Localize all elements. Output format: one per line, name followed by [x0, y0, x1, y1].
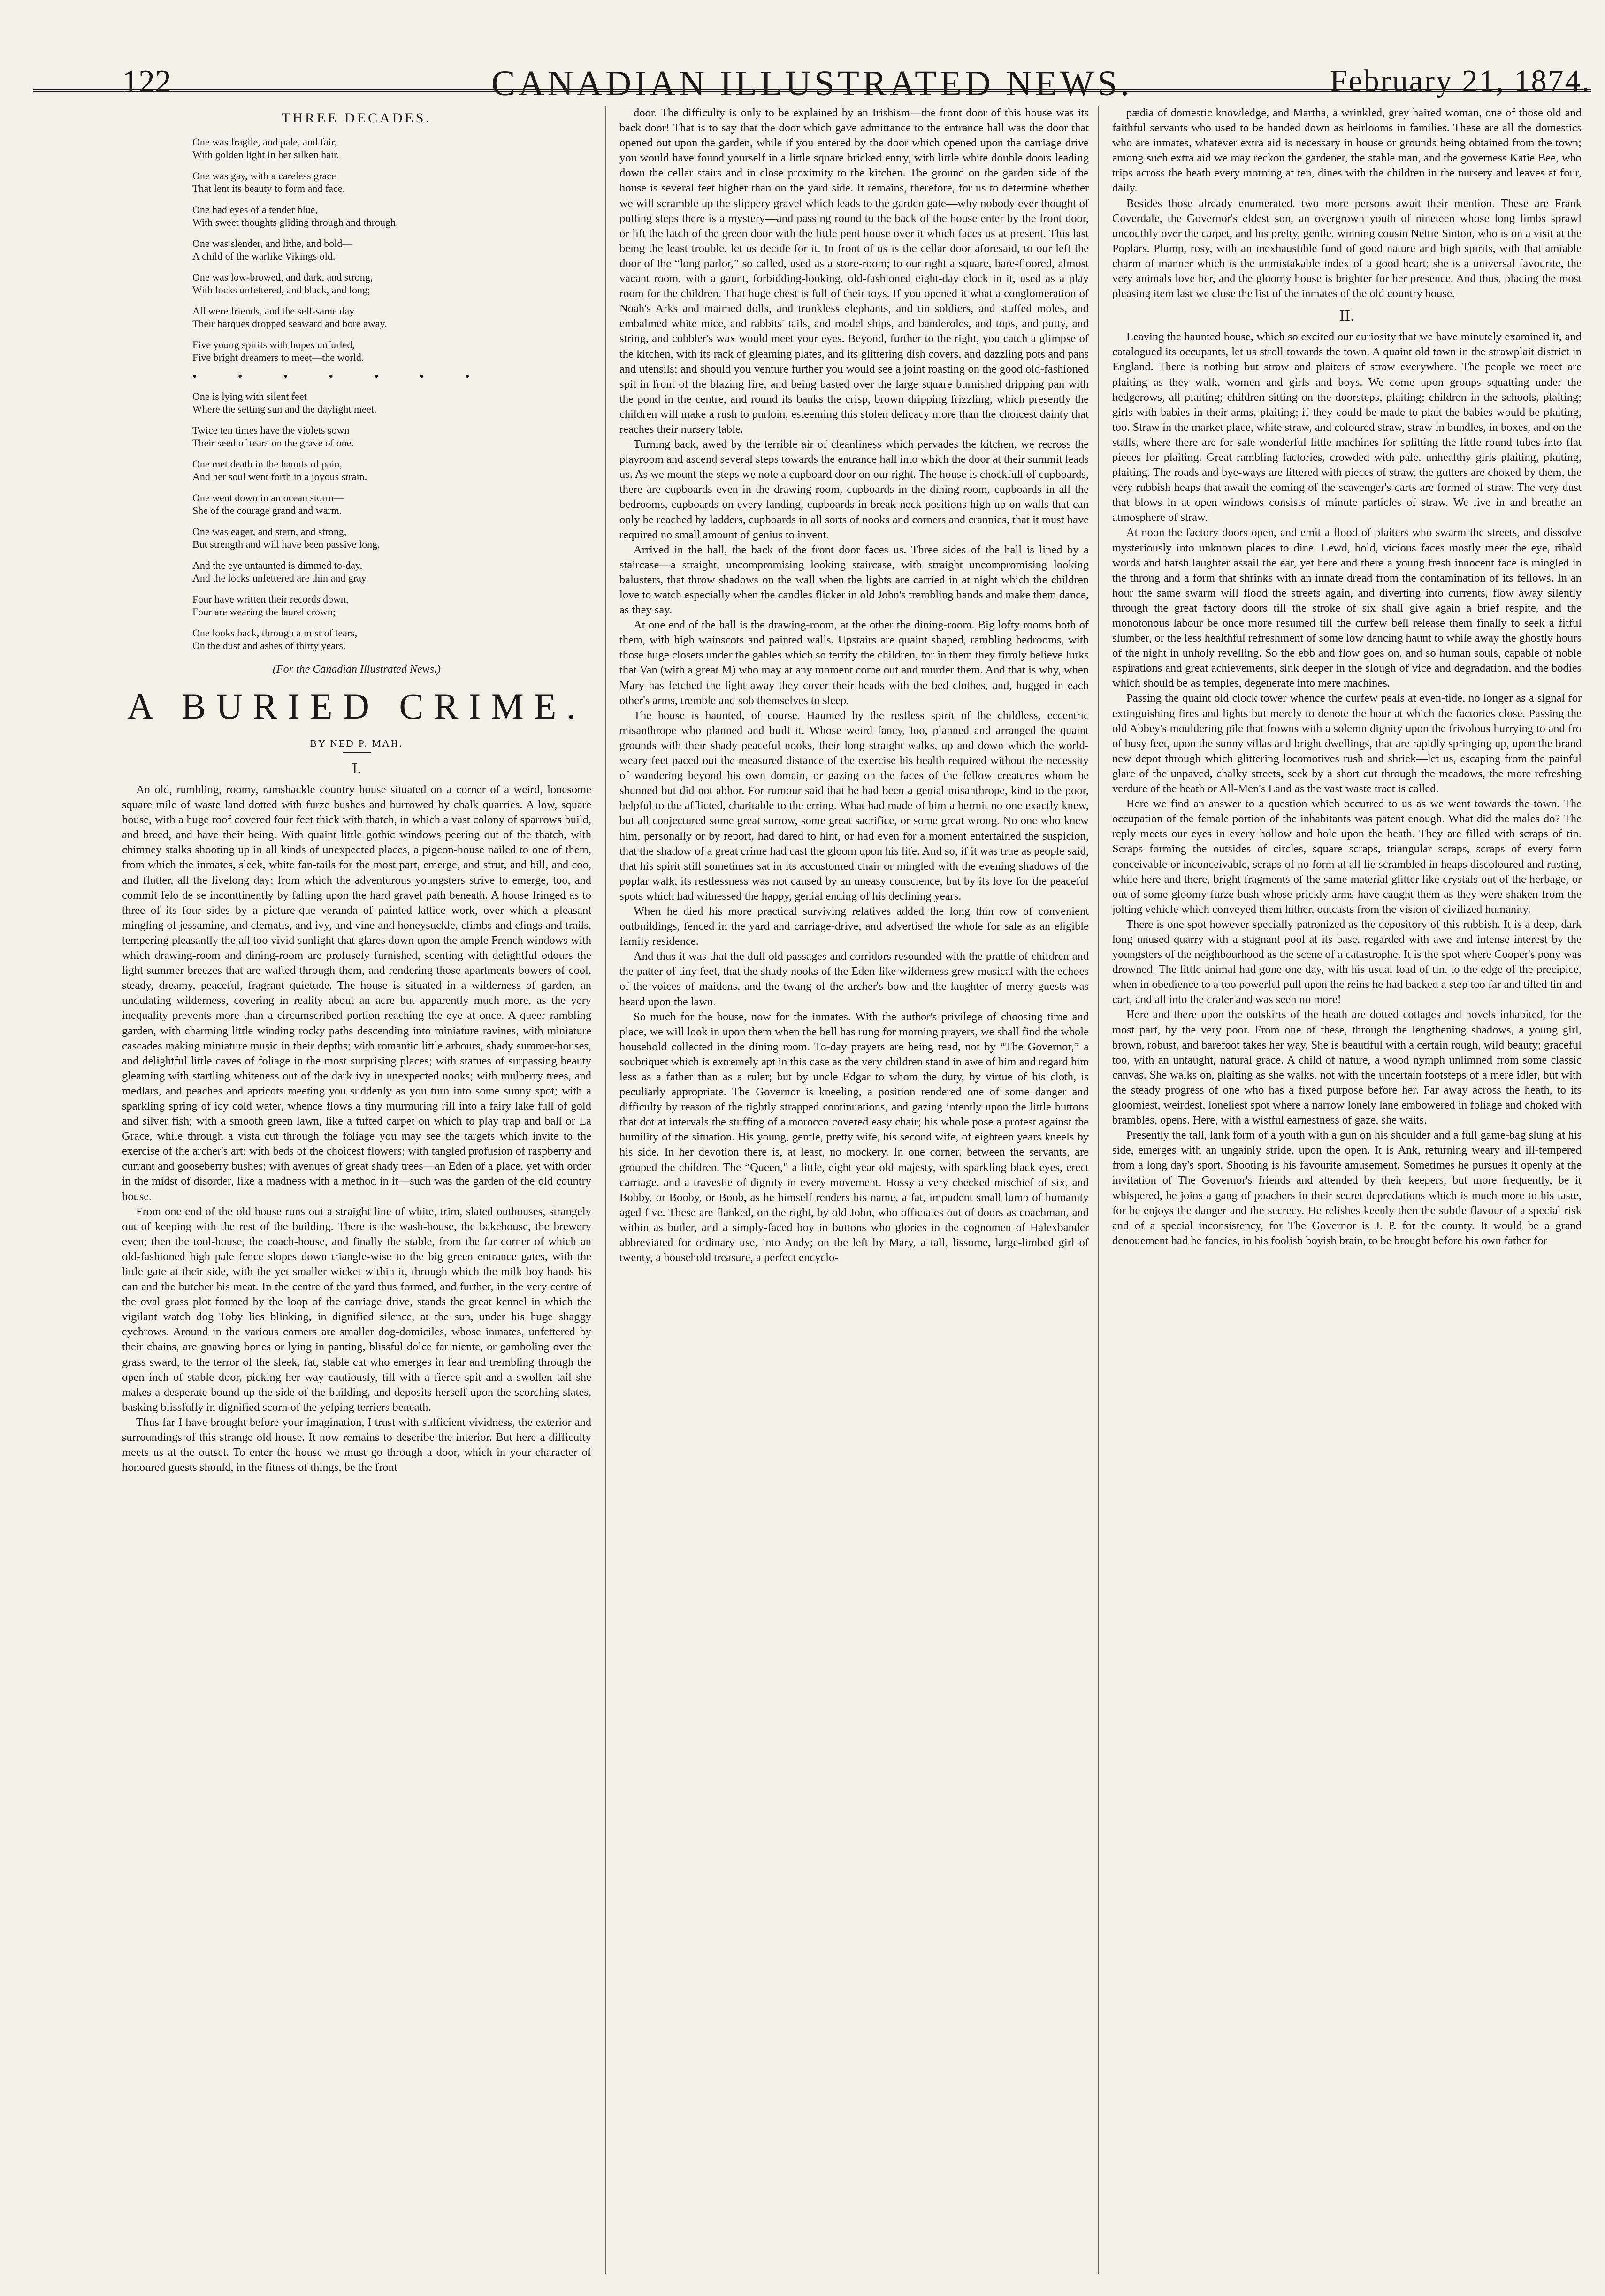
poem-line: But strength and will have been passive long. [192, 538, 380, 550]
story-text [1112, 106, 1582, 301]
poem-stanza [192, 169, 591, 195]
poem-stanza [192, 491, 591, 517]
poem-line: A child of the warlike Vikings old. [192, 250, 336, 262]
masthead [33, 19, 1591, 103]
poem-line: One looks back, through a mist of tears, [192, 627, 358, 639]
poem-stanza [192, 458, 591, 483]
paragraph: When he died his more practical surviving relatives added the long thin row of convenient outbuildings, fenced in the yard and carriage-drive, and advertised the whole for sale as an eligible family residence. [619, 904, 1089, 948]
poem-line: Where the setting sun and the daylight meet. [192, 403, 377, 415]
poem-line: Five young spirits with hopes unfurled, [192, 339, 355, 351]
poem-line: Four are wearing the laurel crown; [192, 606, 336, 618]
poem-stanza [192, 627, 591, 652]
poem-line: Their barques dropped seaward and bore away. [192, 318, 387, 329]
paragraph: Presently the tall, lank form of a youth with a gun on his shoulder and a full game-bag slung at his side, emerges with an ungainly stride, upon the open. It is Ank, returning weary and ill-tempered from a long day's sport. Shooting is his favourite amusement. Sometimes he pursues it openly at the invitation of The Governor's friends and attended by their keepers, but more frequently, be it whispered, he joins a gang of poachers in their secret depredations which is much more to his taste, for he enjoys the danger and the secrecy. He relishes keenly then the subtle flavour of a special risk and of a special inconsistency, for The Governor is J. P. for the county. It would be a grand denouement had he fancies, in his foolish boyish brain, to be brought before his own father for [1112, 1129, 1582, 1247]
poem-line: And the eye untaunted is dimmed to-day, [192, 559, 363, 571]
paragraph: door. The difficulty is only to be explained by an Irishism—the front door of this house was its back door! That is to say that the door which gave admittance to the entrance hall was the door that opened out upon the garden, while if you entered by the door which opened upon the carriage drive you would have found yourself in a little square bricked entry, with little white double doors leading down the cellar stairs and in close proximity to the kitchen. The ground on the garden side of the house is several feet higher than on the yard side. It remains, therefore, for us to determine whether we will scramble up the slippery gravel which leads to the garden gate—why nobody ever thought of putting steps there is a mystery—and passing round to the back of the house enter by the front door, or lift the latch of the green door with the little pent house over it which faces us at present. This last being the least trouble, let us decide for it. In front of us is the cellar door aforesaid, to our left the door of the “long parlor,” so called, used as a store-room; to our right a square, bare-floored, almost vacant room, with a gaunt, forbidding-looking, old-fashioned eight-day clock in it, used as a play room for the children. That huge chest is full of their toys. If you opened it what a conglomeration of Noah's Arks and maimed dolls, and trunkless elephants, and tin soldiers, and stuffed moles, and embalmed white mice, and rabbits' tails, and model ships, and banderoles, and tops, and putty, and string, and cobbler's wax would meet your eyes. Beyond, further to the right, you catch a glimpse of the kitchen, with its rack of gleaming plates, and its glittering dish covers, and dazzling pots and pans and utensils; and should you venture further you would see a joint roasting on the good old-fashioned spit in front of the blazing fire, and being basted over the large square burnished dripping pan with the pond in the centre, and round its banks the crisp, brown dripping frizzling, which presently the children will make a rush to purloin, esteeming this stolen delicacy more than the choicest dainty that reaches their nursery table. [619, 107, 1089, 436]
poem-line: Five bright dreamers to meet—the world. [192, 352, 364, 363]
paragraph: Here and there upon the outskirts of the heath are dotted cottages and hovels inhabited, for the most part, by the very poor. From one of these, through the lengthening shadows, a young girl, brown, robust, and barefoot takes her way. She is beautiful with a certain rough, wild beauty; graceful too, with an untaught, natural grace. A child of nature, a wood nymph unlimned from some classic canvas. She walks on, plaiting as she walks, not with the uncertain footsteps of a mere idler, but with the steady progress of one who has a fixed purpose before her. Far away across the heath, to its gloomiest, weirdest, loneliest spot where a narrow lonely lane embowered in foliage and choked with brambles, opens. Here, with a wistful earnestness of gaze, she waits. [1112, 1008, 1582, 1127]
paragraph: There is one spot however specially patronized as the depository of this rubbish. It is a deep, dark long unused quarry with a stagnant pool at its base, regarded with awe and intense interest by the youngsters of the neighbourhood as the scene of a catastrophe. It is the spot where Cooper's pony was drowned. The little animal had gone one day, with his usual load of tin, to the edge of the precipice, when in obedience to a too powerful pull upon the reins he had backed a step too far and tilted tin and cart, and all into the crater and was seen no more! [1112, 918, 1582, 1006]
section-rule [343, 752, 371, 753]
poem-line: On the dust and ashes of thirty years. [192, 640, 346, 651]
paragraph: Passing the quaint old clock tower whence the curfew peals at even-tide, no longer as a signal for extinguishing fires and lights but merely to denote the hour at which the factories close. Passing the old Abbey's mouldering pile that frowns with a solemn dignity upon the frivolous hurrying to and fro of busy feet, upon the sunny villas and bright dwellings, that are rapidly springing up, upon the brand new depot through which glittering locomotives rush and shriek—let us, escaping from the painful glare of the unpaved, chalky streets, seek by a short cut through the meadows, the more refreshing verdure of the heath or All-Men's Land as the vast waste tract is called. [1112, 692, 1582, 796]
poem-stanza [192, 237, 591, 262]
poem-stanza [192, 305, 591, 330]
poem-line: One was low-browed, and dark, and strong, [192, 271, 373, 283]
paragraph: From one end of the old house runs out a straight line of white, trim, slated outhouses, strangely out of keeping with the rest of the building. There is the wash-house, the bakehouse, the brewery even; then the tool-house, the coach-house, and finally the stable, from the far corner of which an old-fashioned high pale fence slopes down triangle-wise to the big green entrance gates, with the little gate at their side, with the yet smaller wicket within it, through which the milk boy hands his can and the butcher his meat. In the centre of the yard thus formed, and further, in the very centre of the oval grass plot formed by the loop of the carriage drive, stands the great kennel in which the vigilant watch dog Toby lies blinking, in dignified silence, at the sun, under his huge shaggy eyebrows. Around in the various corners are smaller dog-domiciles, whose inmates, unfettered by their chains, are gnawing bones or lying in panting, blissful dolce far niente, or gamboling over the grass sward, to the terror of the sleek, fat, stable cat who emerges in fear and trembling through the open inch of stable door, picking her way cautiously, till with a fierce spit and a swollen tail she makes a desperate bound up the side of the building, and deposits herself upon the scorching slates, basking blissfully in dignified scorn of the yelping terriers beneath. [122, 1205, 591, 1414]
story-text [619, 106, 1089, 1265]
paragraph: pædia of domestic knowledge, and Martha, a wrinkled, grey haired woman, one of those old and faithful servants who used to be handed down as heirlooms in families. These are all the domestics who are inmates, whatever extra aid is necessary in house or grounds being obtained from the town; among such extra aid we may reckon the gardener, the stable man, and the governess Katie Bee, who trips across the heath every morning at ten, dines with the children in the nursery and leaves at four, daily. [1112, 107, 1582, 195]
section-number: I. [352, 760, 361, 777]
paragraph: Leaving the haunted house, which so excited our curiosity that we have minutely examined it, and catalogued its occupants, let us stroll towards the town. A quaint old town in the strawplait district in England. There is nothing but straw and plaiters of straw everywhere. The people we meet are plaiting as they walk, women and girls and boys. We come upon groups squatting under the hedgerows, all plaiting; children sitting on the doorsteps, plaiting; children in the schools, plaiting; girls with babies in their arms, plaiting; if they could be made to plait the babies would be plaiting, too. Straw in the market place, white straw, and coloured straw, straw in bundles, in boxes, and on the stalls, where there are for sale wonderful little machines for splitting the little round tubes into flat pieces for plaiting. Great rambling factories, crowded with pale, unhealthy girls plaiting, plaiting, plaiting. The roads and bye-ways are littered with pieces of straw, the gutters are choked by them, the very rubbish heaps that await the coming of the scavenger's carts are formed of straw. The very dust that blows in at open windows consists of minute particles of straw. We live in and breathe an atmosphere of straw. [1112, 330, 1582, 524]
poem-line: One went down in an ocean storm— [192, 492, 344, 504]
story-text [122, 782, 591, 1475]
poem-line: One met death in the haunts of pain, [192, 458, 342, 470]
poem-line: Twice ten times have the violets sown [192, 424, 350, 436]
newspaper-page [33, 19, 1605, 2296]
poem-line: With golden light in her silken hair. [192, 149, 339, 161]
poem-line: With locks unfettered, and black, and long; [192, 284, 371, 296]
page-number: 122 [122, 64, 171, 100]
poem-line: And the locks unfettered are thin and gray. [192, 572, 368, 584]
poem-stanza [192, 525, 591, 551]
poem-body [122, 136, 591, 364]
poem-line: With sweet thoughts gliding through and through. [192, 216, 398, 228]
poem-line: One was fragile, and pale, and fair, [192, 136, 337, 148]
poem-stanza [192, 338, 591, 364]
paragraph: Arrived in the hall, the back of the front door faces us. Three sides of the hall is lined by a staircase—a straight, uncompromising looking staircase, with straight uncompromising looking balusters, that throw shadows on the wall when the lights are carried in at night which the children love to watch especially when the candles flicker in old John's trembling hands and make them dance, as they say. [619, 543, 1089, 617]
column-1 [122, 106, 591, 2283]
story-credit: (For the Canadian Illustrated News.) [273, 663, 441, 675]
poem-line: She of the courage grand and warm. [192, 505, 342, 516]
poem-line: One was slender, and lithe, and bold— [192, 237, 353, 249]
poem-stanza [192, 390, 591, 415]
poem-line: Four have written their records down, [192, 593, 349, 605]
poem-line: That lent its beauty to form and face. [192, 183, 345, 194]
paragraph: At one end of the hall is the drawing-room, at the other the dining-room. Big lofty rooms both of them, with high wainscots and painted walls. Upstairs are quaint shaped, rambling bedrooms, with those huge closets under the gables which so terrify the children, for in them they firmly believe lurks that Van (with a great M) who may at any moment come out and murder them. And that is why, when Mary has fetched the light away they cover their heads with the bed clothes, and, hugged in each other's arms, tremble and sob themselves to sleep. [619, 619, 1089, 707]
poem-body-continued [122, 390, 591, 652]
column-rule [1098, 106, 1099, 2274]
poem-stanza [192, 271, 591, 296]
issue-date: February 21, 1874. [1330, 64, 1591, 98]
paragraph: And thus it was that the dull old passages and corridors resounded with the prattle of children and the patter of tiny feet, that the shady nooks of the Eden-like wilderness grew musical with the echoes of the voices of maidens, and the twang of the archer's bow and the laughter of merry guests was heard upon the lawn. [619, 950, 1089, 1008]
paragraph: Thus far I have brought before your imagination, I trust with sufficient vividness, the exterior and surroundings of this strange old house. It now remains to describe the interior. But here a difficulty meets us at the outset. To enter the house we must go through a door, which in your character of honoured guests should, in the fitness of things, be the front [122, 1416, 591, 1474]
paragraph: So much for the house, now for the inmates. With the author's privilege of choosing time and place, we will look in upon them when the bell has rung for morning prayers, we shall find the whole household collected in the dining room. To-day prayers are being read, not by “The Governor,” a soubriquet which is extremely apt in this case as the very children stand in awe of him and regard him less as a father than as a ruler; but by uncle Edgar to whom the duty, by virtue of his cloth, is peculiarly appropriate. The Governor is kneeling, a position rendered one of some danger and difficulty by reason of the tightly strapped continuations, and gazing intently upon the little buttons that dot at intervals the stuffing of a morocco covered easy chair; his whole pose a protest against the humility of the situation. His young, gentle, pretty wife, his second wife, of eighteen years kneels by his side. In her devotion there is, at least, no mockery. In one corner, between the servants, are grouped the children. The “Queen,” a little, eight year old majesty, with sparkling black eyes, erect carriage, and a travestie of dignity in every movement. Hossy a very checked mischief of six, and Bobby, or Booby, or Boob, as he himself renders his name, a fat, impudent small lump of humanity aged five. These are flanked, on the right, by old John, who officiates out of doors as coachman, and within as butler, and a simply-faced boy in buttons who glories in the cognomen of Halexbander abbreviated for ordinary use, into Andy; on the left by Mary, a tall, lissome, large-limbed girl of twenty, a household treasure, a perfect encyclo- [619, 1010, 1089, 1264]
paragraph: Turning back, awed by the terrible air of cleanliness which pervades the kitchen, we recross the playroom and ascend several steps towards the entrance hall into which the door at their summit leads us. As we mount the steps we note a cupboard door on our right. The house is chockfull of cupboards, there are cupboards even in the drawing-room, cupboards in the dining-room, cupboards in all the bedrooms, cupboards on every landing, cupboards in break-neck positions high up on walls that can only be reached by ladders, cupboards in all sorts of nooks and corners and crannies, that it must have required no small amount of genius to invent. [619, 438, 1089, 541]
paragraph: The house is haunted, of course. Haunted by the restless spirit of the childless, eccentric misanthrope who planned and built it. Whose weird fancy, too, planned and arranged the quaint grounds with their shady peaceful nooks, their long straight walks, up and down which the world-weary feet paced out the measured distance of the exercise his health required without the necessity of wandering beyond his own domain, or gazing on the faces of the fellow creatures whom he shunned but did not abhor. For rumour said that he had been a genial misanthrope, kind to the poor, helpful to the afflicted, charitable to the erring. What had made of him a hermit no one exactly knew, but all conjectured some great sorrow, some great sacrifice, or some great wrong. No one who knew him, personally or by report, had dared to hint, or had even for a moment entertained the suspicion, that the shadow of a great crime had cast the gloom upon his life. And so, if it was true as people said, that his spirit still sometimes sat in its accustomed chair or mingled with the evening shadows of the poplar walk, its restlessness was not caused by an uneasy conscience, but by its love for the peaceful spots which had witnessed the happy, genial ending of his declining years. [619, 709, 1089, 903]
column-2 [619, 106, 1089, 2283]
paragraph: Here we find an answer to a question which occurred to us as we went towards the town. The occupation of the female portion of the inhabitants was patent enough. What did the males do? The reply meets our eyes in every hollow and hole upon the heath. They are filled with scraps of tin. Scraps forming the outsides of circles, square scraps, triangular scraps, scraps of every form conceivable or inconceivable, scraps of no form at all lie scrambled in heaps discoloured and rusting, while here and there, bright fragments of the same material glitter like crystals out of the herbage, or out of some gloomy furze bush whose prickly arms have caught them as they were shaken from the jolting vehicle which conveyed them hither, outcasts from the vision of civilized humanity. [1112, 797, 1582, 916]
poem-line: One was gay, with a careless grace [192, 170, 336, 182]
poem-line: One is lying with silent feet [192, 390, 307, 402]
poem-stanza [192, 136, 591, 161]
story-text [1112, 329, 1582, 1248]
poem-separator: • • • • • • • [192, 369, 489, 384]
poem-title: THREE DECADES. [282, 110, 432, 126]
section-number: II. [1339, 307, 1354, 325]
poem-stanza [192, 593, 591, 618]
poem-stanza [192, 559, 591, 584]
story-byline: BY NED P. MAH. [310, 738, 404, 749]
poem-line: One had eyes of a tender blue, [192, 204, 318, 215]
poem-line: And her soul went forth in a joyous strain. [192, 471, 367, 482]
poem-stanza [192, 424, 591, 449]
poem-line: All were friends, and the self-same day [192, 305, 355, 317]
paragraph: At noon the factory doors open, and emit a flood of plaiters who swarm the streets, and dissolve mysteriously into unknown places to dine. Lewd, bold, vicious faces mostly meet the eye, ribald words and harsh laughter assail the ear, yet here and there a young fresh innocent face is mingled in the throng and a form that shrinks with an innate dread from the contamination of its fellows. In an hour the same swarm will flood the streets again, and diverting into currents, flow away silently through the great factory doors till the stroke of six shall give again a brief respite, and the monotonous labour be once more resumed till the curfew bell release them finally to seek a fitful slumber, or the less healthful refreshment of some low dancing haunt to while away the ghostly hours of the night in unholy revelling. So the ebb and flow goes on, and so human souls, capable of noble aspirations and great achievements, sink deeper in the slough of vice and degradation, and the bodies which should be as temples, degenerate into mere machines. [1112, 526, 1582, 690]
poem-line: Their seed of tears on the grave of one. [192, 437, 354, 449]
column-rule [605, 106, 606, 2274]
column-3 [1112, 106, 1582, 2283]
newspaper-title: CANADIAN ILLUSTRATED NEWS. [491, 64, 1133, 103]
poem-line: One was eager, and stern, and strong, [192, 526, 347, 537]
paragraph: Besides those already enumerated, two more persons await their mention. These are Frank Coverdale, the Governor's eldest son, an overgrown youth of nineteen whose long limbs sprawl uncouthly over the carpet, and his pretty, gentle, winning cousin Nettie Sinton, who is on a visit at the Poplars. Plump, rosy, with an inexhaustible fund of good nature and high spirits, with that amiable charm of manner which is the unmistakable index of a good heart; she is a universal favourite, the very animals love her, and the gloomy house is brighter for her presence. And thus, placing the most pleasing item last we close the list of the inmates of the old country house. [1112, 197, 1582, 300]
poem-stanza [192, 203, 591, 229]
story-title: A BURIED CRIME. [127, 686, 586, 727]
paragraph: An old, rumbling, roomy, ramshackle country house situated on a corner of a weird, lonesome square mile of waste land dotted with furze bushes and burrowed by chalk quarries. A low, square house, with a huge roof covered four feet thick with thatch, in which a vast colony of sparrows build, and breed, and have their being. With quaint little gothic windows peering out of the thatch, with chimney stalks shooting up in all kinds of unexpected places, a pigeon-house nailed to one of them, from which the inmates, sleek, white fan-tails for the most part, emerge, and strut, and bill, and coo, and flutter, all the livelong day; from which the adventurous youngsters strive to emerge, too, and commit felo de se inconttinently by falling upon the hard gravel path beneath. A house fringed as to three of its four sides by a picture-que veranda of painted lattice work, over which a pleasant mingling of jessamine, and clematis, and ivy, and vine and honeysuckle, climbs and clings and trails, tempering pleasantly the all too vivid sunlight that glares down upon the ample French windows with which drawing-room and dining-room are profusely furnished, scenting with delightful odours the light summer breezes that are wafted through them, and rendering those apartments bowers of cool, steady, dreamy, peaceful, fragrant quietude. The house is situated in a wilderness of garden, an undulating wilderness, covering in reality about an acre but apparently much more, as the very inequality prevents more than a circumscribed portion reaching the eye at once. A queer rambling garden, with charming little winding rocky paths descending into miniature ravines, with miniature cascades making miniature music in their depths; with romantic little arbours, shady summer-houses, and delightful little caves of foliage in the most surprising places; with statues of surpassing beauty gleaming with startling whiteness out of the dark ivy in unexpected nooks; with mulberry trees, and medlars, and peaches and apricots meeting you suddenly as you turn into some sunny spot; with a sparkling spring of icy cold water, whence flows a tiny murmuring rill into a fairy lake full of gold and silver fish; with a smooth green lawn, like a tufted carpet on which to play trap and ball or La Grace, while through a vista cut through the foliage you may see the targets which invite to the exercise of the archer's art; with beds of the choicest flowers; with tangled profusion of raspberry and currant and gooseberry bushes; with avenues of great shady trees—an Eden of a place, yet with order in the midst of disorder, like a madness with a method in it—such was the garden of the old country house. [122, 783, 591, 1203]
